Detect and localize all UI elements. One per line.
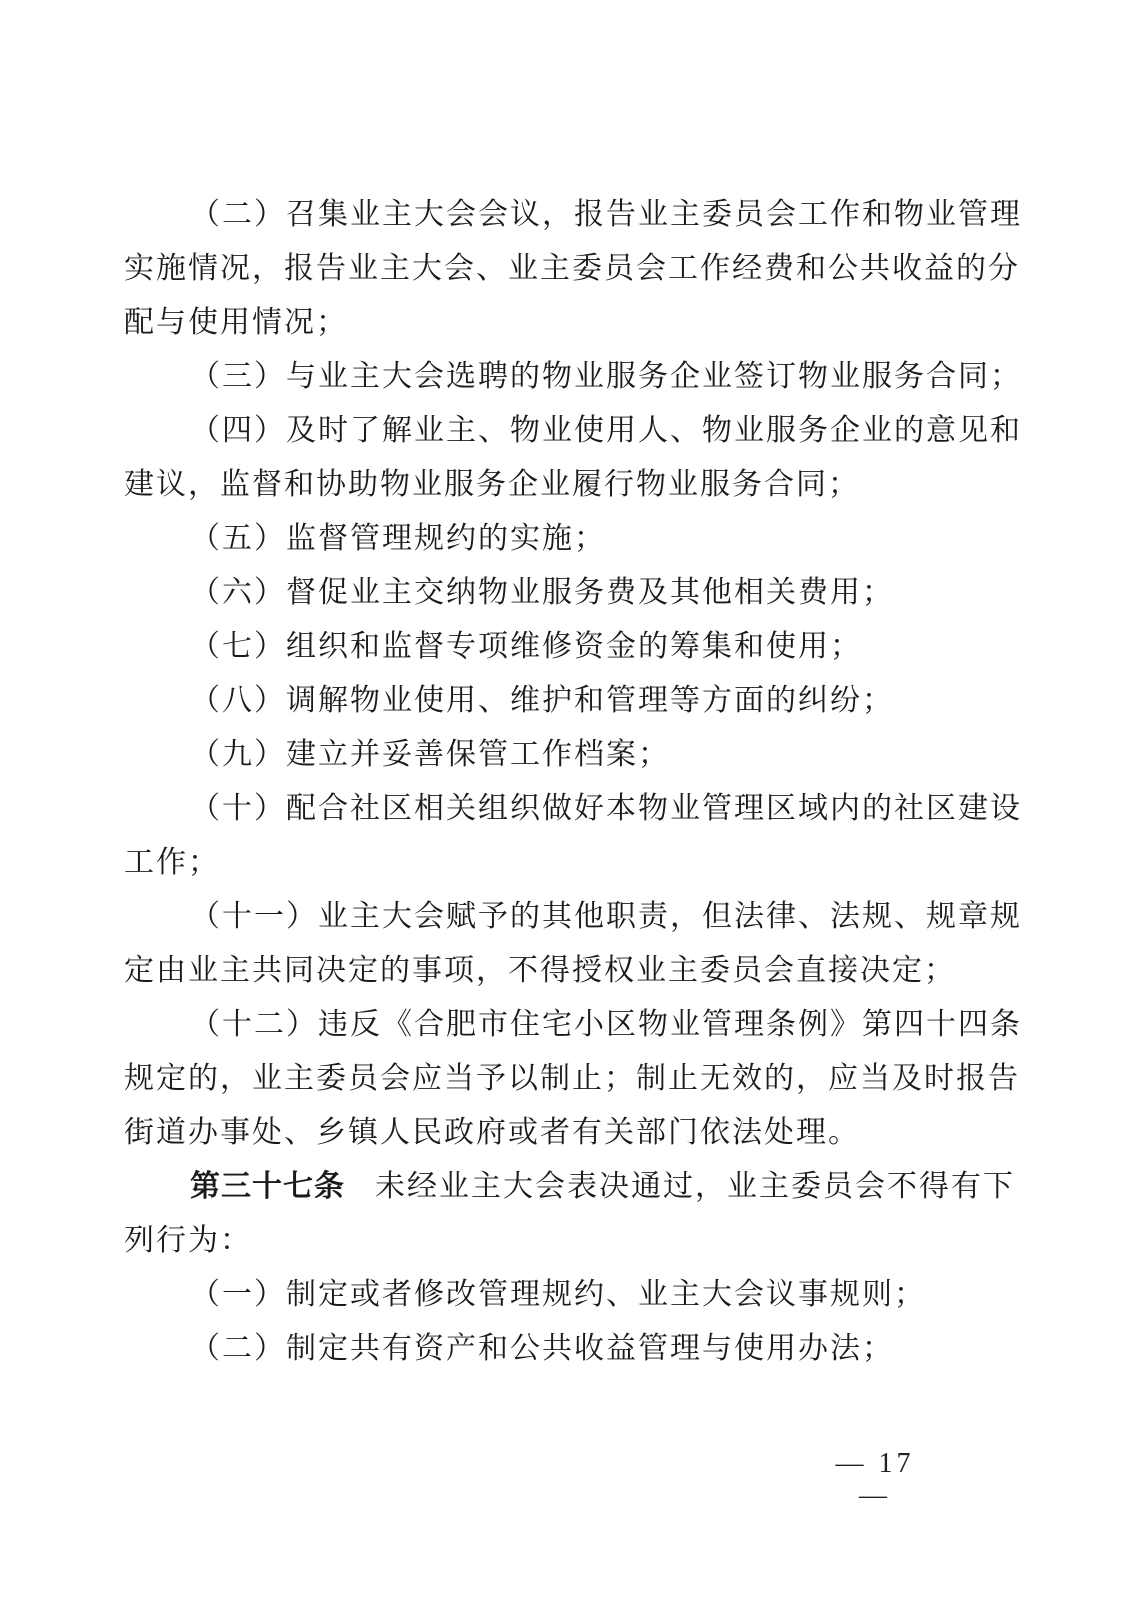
paragraph-item-8 bbox=[124, 674, 954, 728]
article-37-items bbox=[124, 1268, 954, 1376]
text-line: 定由业主共同决定的事项，不得授权业主委员会直接决定； bbox=[124, 953, 956, 988]
text-line: （七）组织和监督专项维修资金的筹集和使用； bbox=[190, 629, 862, 664]
text-line: （九）建立并妥善保管工作档案； bbox=[190, 737, 670, 772]
paragraph-item-6 bbox=[124, 566, 954, 620]
paragraph-item-10 bbox=[124, 782, 1022, 890]
text-line: 街道办事处、乡镇人民政府或者有关部门依法处理。 bbox=[124, 1115, 860, 1150]
text-line: （八）调解物业使用、维护和管理等方面的纠纷； bbox=[190, 683, 894, 718]
article-heading: 第三十七条 bbox=[190, 1169, 345, 1204]
text-line: （十二）违反《合肥市住宅小区物业管理条例》第四十四条 bbox=[190, 1007, 1022, 1042]
text-line: （三）与业主大会选聘的物业服务企业签订物业服务合同； bbox=[190, 359, 1022, 394]
text-line: （五）监督管理规约的实施； bbox=[190, 521, 606, 556]
page-number: — 17 — bbox=[835, 1448, 915, 1511]
list-item: （一）制定或者修改管理规约、业主大会议事规则； bbox=[190, 1277, 926, 1312]
paragraph-item-3 bbox=[124, 350, 1022, 404]
text-line: 工作； bbox=[124, 845, 220, 880]
text-line: 列行为： bbox=[124, 1223, 252, 1258]
text-line: （四）及时了解业主、物业使用人、物业服务企业的意见和 bbox=[190, 413, 1022, 448]
text-line: （十一）业主大会赋予的其他职责，但法律、法规、规章规 bbox=[190, 899, 1022, 934]
text-line: （六）督促业主交纳物业服务费及其他相关费用； bbox=[190, 575, 894, 610]
paragraph-item-2 bbox=[124, 188, 1022, 350]
document-body bbox=[124, 188, 1022, 1376]
list-item: （二）制定共有资产和公共收益管理与使用办法； bbox=[190, 1331, 894, 1366]
paragraph-item-7 bbox=[124, 620, 954, 674]
text-line bbox=[124, 1160, 1015, 1214]
paragraph-item-9 bbox=[124, 728, 954, 782]
paragraph-item-12 bbox=[124, 998, 1022, 1160]
paragraph-item-5 bbox=[124, 512, 954, 566]
text-line: 实施情况，报告业主大会、业主委员会工作经费和公共收益的分 bbox=[124, 251, 1020, 286]
text-line: （十）配合社区相关组织做好本物业管理区域内的社区建设 bbox=[190, 791, 1022, 826]
article-text: 未经业主大会表决通过，业主委员会不得有下 bbox=[375, 1169, 1015, 1204]
text-line: （二）召集业主大会会议，报告业主委员会工作和物业管理 bbox=[190, 197, 1022, 232]
paragraph-item-11 bbox=[124, 890, 1022, 998]
text-line: 配与使用情况； bbox=[124, 305, 348, 340]
text-line: 建议，监督和协助物业服务企业履行物业服务合同； bbox=[124, 467, 860, 502]
article-37 bbox=[124, 1160, 1015, 1268]
text-line: 规定的，业主委员会应当予以制止；制止无效的，应当及时报告 bbox=[124, 1061, 1020, 1096]
paragraph-item-4 bbox=[124, 404, 1022, 512]
